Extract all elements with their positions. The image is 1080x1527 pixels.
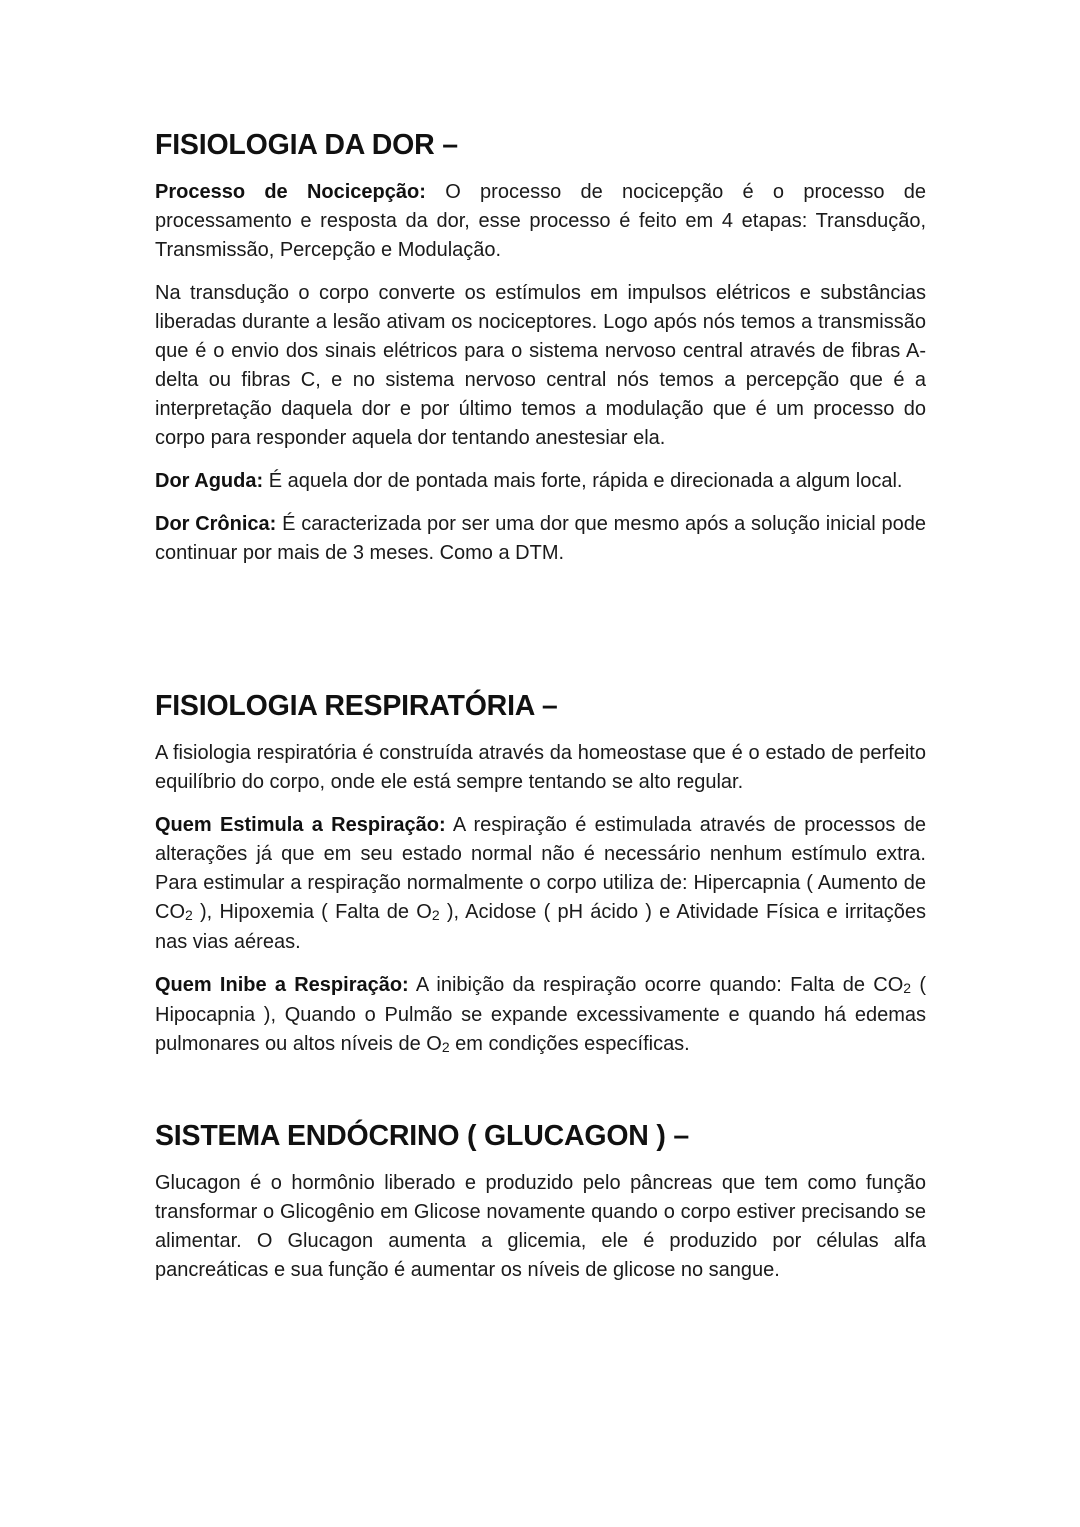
subscript: 2 (185, 907, 193, 923)
section-heading: FISIOLOGIA RESPIRATÓRIA – (155, 690, 558, 722)
paragraph-text: ( Hipocapnia ), Quando o Pulmão se expande excessivamente e quando há edemas pulmonares ou altos níveis de O (155, 974, 926, 1055)
section-sistema-endocrino (155, 1119, 926, 1285)
paragraph-quem-inibe (155, 971, 926, 1060)
paragraph-text: ), Acidose ( pH ácido ) e Atividade Física e irritações nas vias aéreas. (155, 901, 926, 953)
paragraph-transducao (155, 279, 926, 453)
paragraph-lead: Processo de Nocicepção: (155, 181, 426, 203)
paragraph-text: O processo de nocicepção é o processo de processamento e resposta da dor, esse processo é feito em 4 etapas: Transdução, Transmissão, Percepção e Modulação. (155, 181, 927, 261)
section-heading: FISIOLOGIA DA DOR – (155, 129, 458, 161)
paragraph-text: em condições específicas. (449, 1033, 690, 1055)
paragraph-lead: Quem Inibe a Respiração: (155, 974, 409, 996)
section-fisiologia-respiratoria (155, 689, 926, 1060)
paragraph-glucagon (155, 1169, 926, 1285)
paragraph-dor-aguda (155, 467, 926, 496)
section-fisiologia-da-dor (155, 128, 926, 568)
paragraph-text: Glucagon é o hormônio liberado e produzido pelo pâncreas que tem como função transformar o Glicogênio em Glicose novamente quando o corpo estiver precisando se alimentar. O Glucagon aumenta a glicemia, ele é produzido por células alfa pancreáticas e sua função é aumentar os níveis de glicose no sangue. (155, 1172, 926, 1281)
paragraph-processo-nocicepcao (155, 178, 926, 265)
paragraph-text: A respiração é estimulada através de processos de alterações já que em seu estado normal não é necessário nenhum estímulo extra. Para estimular a respiração normalmente o corpo utiliza de: Hipercapnia ( Aumento de CO (155, 814, 926, 923)
paragraph-lead: Quem Estimula a Respiração: (155, 814, 446, 836)
paragraph-text: A fisiologia respiratória é construída através da homeostase que é o estado de perfeito equilíbrio do corpo, onde ele está sempre tentando se alto regular. (155, 742, 926, 793)
section-heading: SISTEMA ENDÓCRINO ( GLUCAGON ) – (155, 1120, 690, 1152)
subscript: 2 (903, 980, 912, 996)
paragraph-text: A inibição da respiração ocorre quando: Falta de CO (408, 974, 904, 996)
paragraph-text: É aquela dor de pontada mais forte, rápida e direcionada a algum local. (263, 470, 903, 492)
paragraph-lead: Dor Crônica: (155, 513, 277, 535)
subscript: 2 (441, 1039, 450, 1055)
paragraph-lead: Dor Aguda: (155, 470, 264, 492)
paragraph-text: É caracterizada por ser uma dor que mesmo após a solução inicial pode continuar por mais de 3 meses. Como a DTM. (155, 513, 926, 564)
paragraph-text: ), Hipoxemia ( Falta de O (192, 901, 432, 923)
paragraph-homeostase (155, 739, 926, 797)
paragraph-quem-estimula (155, 811, 926, 957)
paragraph-dor-cronica (155, 510, 926, 568)
paragraph-text: Na transdução o corpo converte os estímulos em impulsos elétricos e substâncias liberadas durante a lesão ativam os nociceptores. Logo após nós temos a transmissão que é o envio dos sinais elétricos para o sistema nervoso central através de fibras A-delta ou fibras C, e no sistema nervoso central nós temos a percepção que é a interpretação daquela dor e por último temos a modulação que é um processo do corpo para responder aquela dor tentando anestesiar ela. (155, 282, 926, 449)
subscript: 2 (431, 907, 440, 923)
